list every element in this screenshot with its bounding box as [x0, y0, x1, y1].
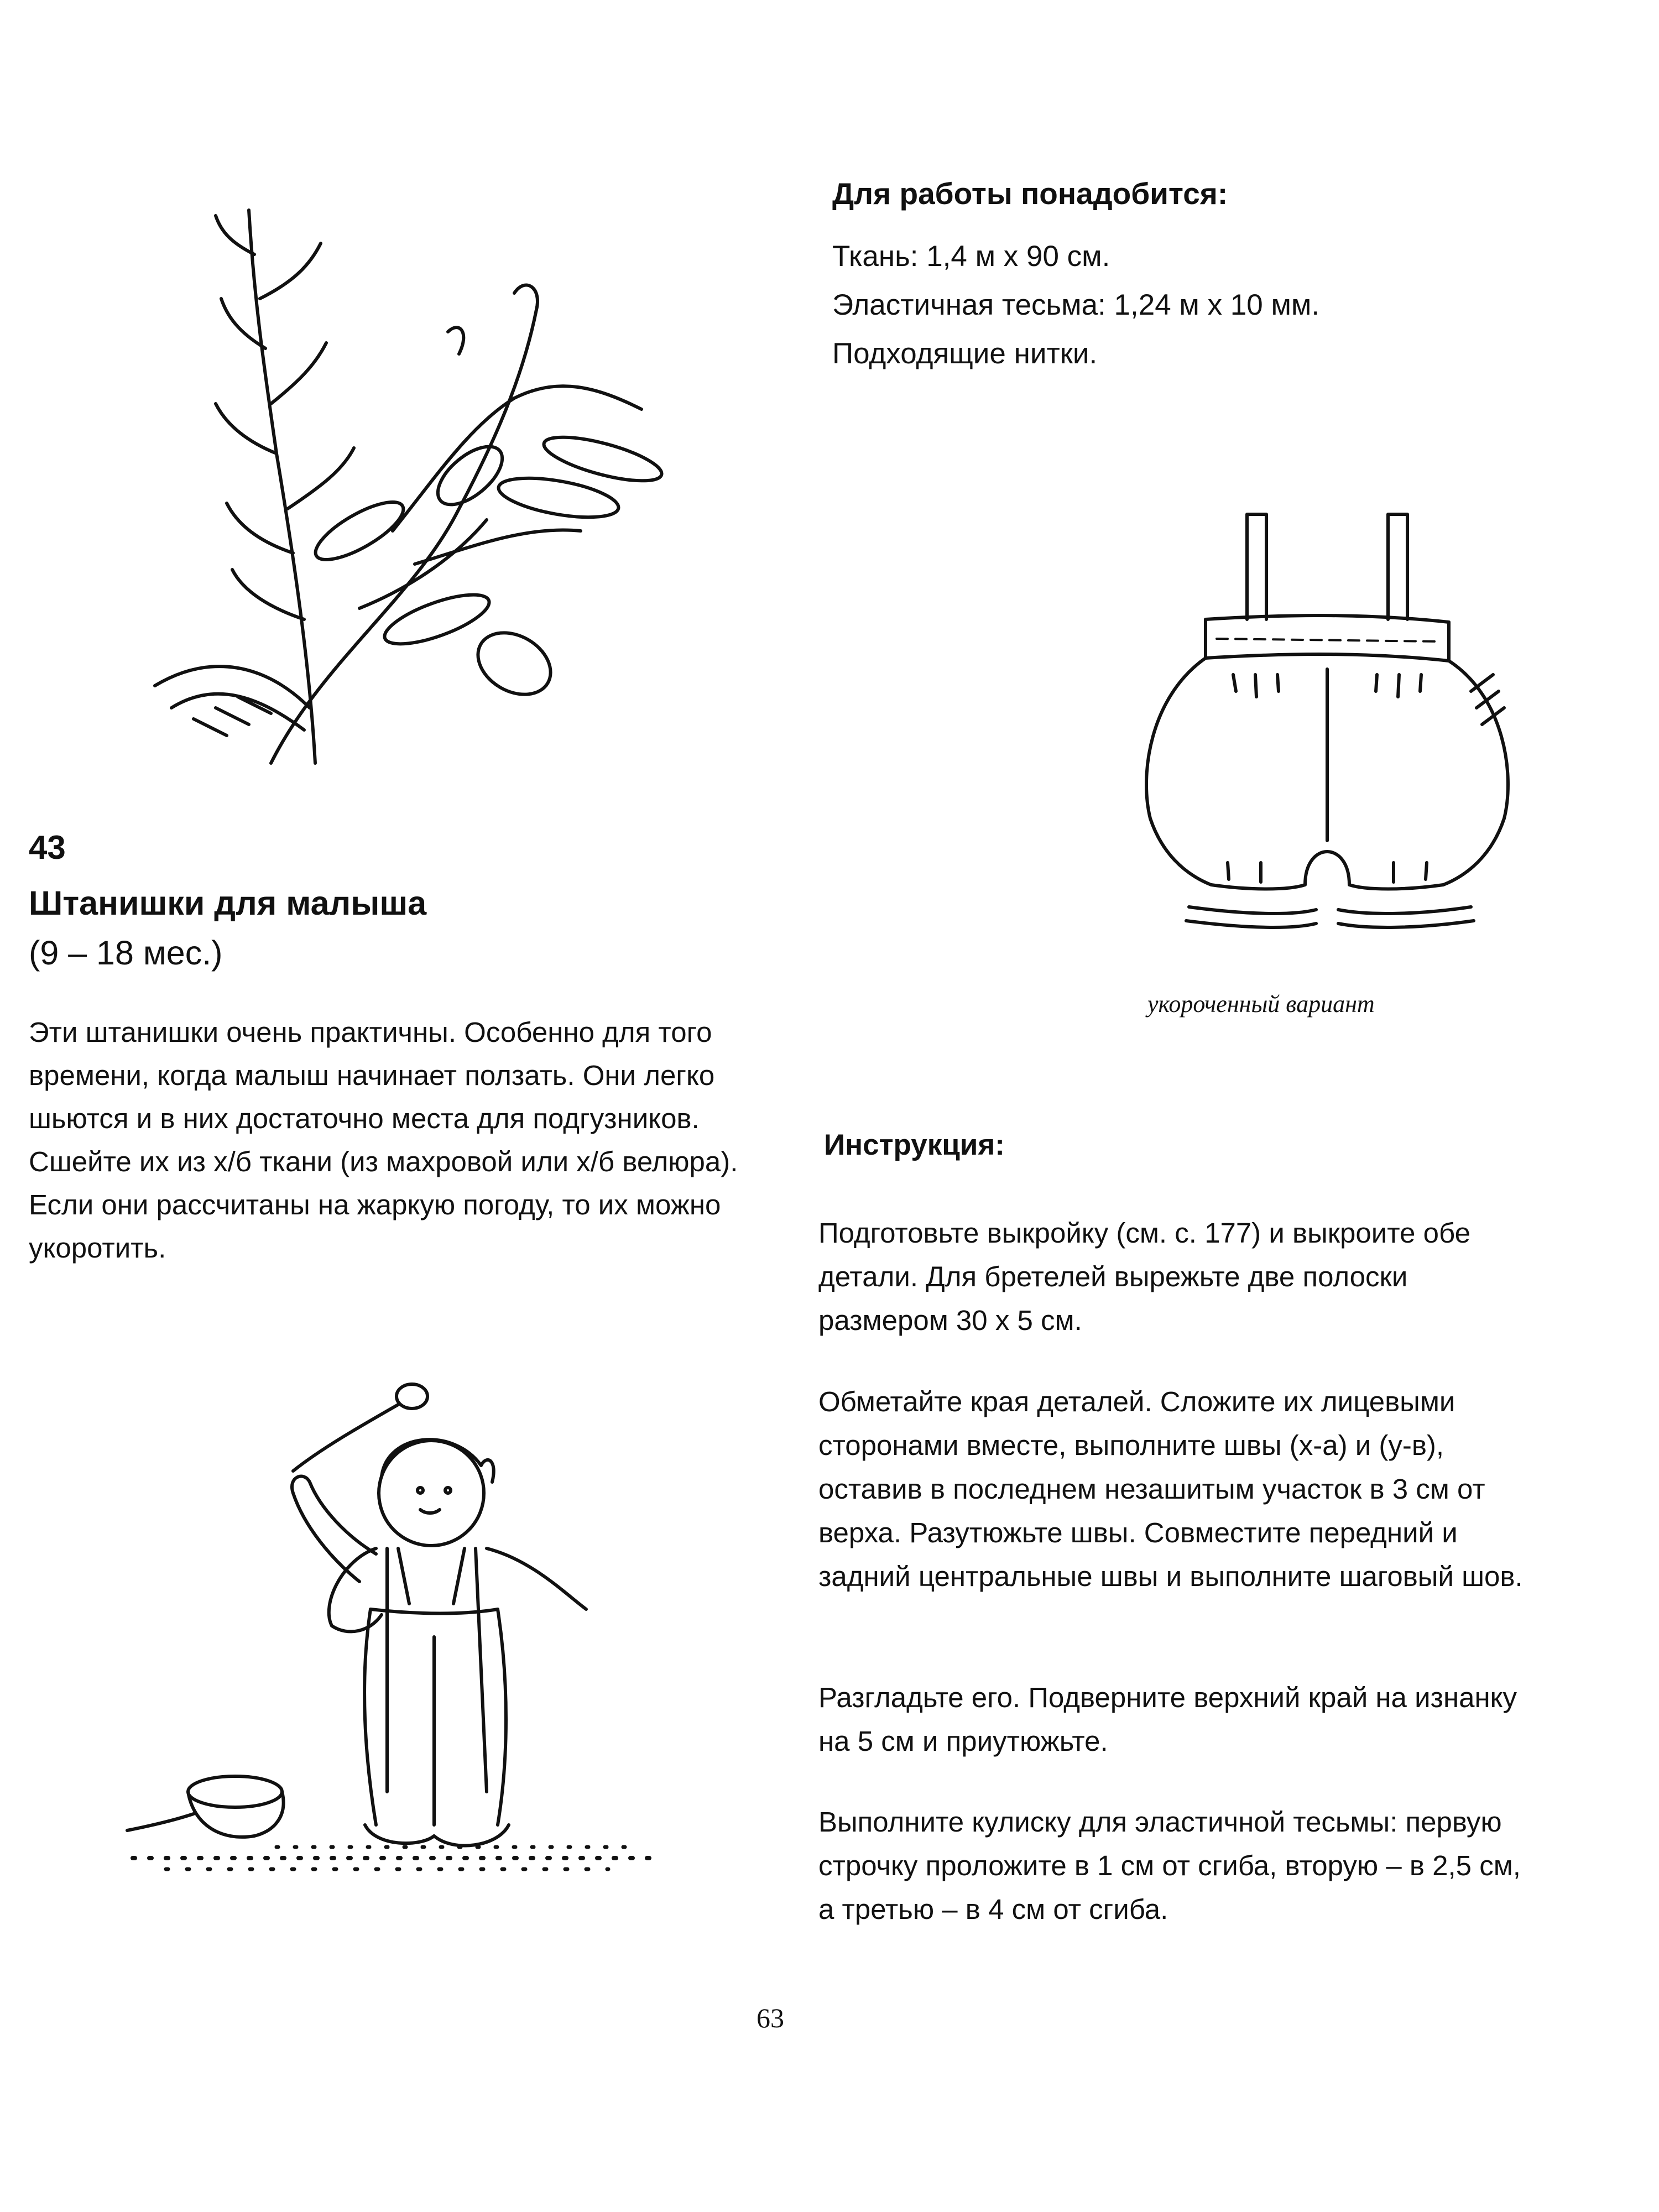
materials-item-elastic: Эластичная тесьма: 1,24 м х 10 мм. — [832, 289, 1320, 321]
instructions-paragraph-2: Обметайте края деталей. Сложите их лицевыми сторонами вместе, выполните швы (х-а) и (у-в), оставив в последнем незашитым участок в 3 см от верха. Разутюжьте швы. Совместите передний и задний центральные швы и выполните шаговый шов. — [818, 1386, 1523, 1592]
pattern-title: Штанишки для малыша — [29, 884, 427, 922]
child-illustration — [111, 1371, 691, 1897]
page-number: 63 — [757, 2002, 784, 2033]
shorts-illustration — [1128, 509, 1526, 962]
illustration-caption: укороченный вариант — [1147, 990, 1375, 1018]
materials-item-fabric: Ткань: 1,4 м х 90 см. — [832, 240, 1110, 273]
instructions-paragraph-3: Разгладьте его. Подверните верхний край на изнанку на 5 см и приутюжьте. — [818, 1682, 1517, 1757]
materials-item-threads: Подходящие нитки. — [832, 337, 1098, 370]
pattern-number: 43 — [29, 829, 66, 866]
instructions-paragraph-4: Выполните кулиску для эластичной тесьмы: первую строчку проложите в 1 см от сгиба, вторую – в 2,5 см, а третью – в 4 см от сгиба. — [818, 1806, 1521, 1925]
intro-paragraph: Эти штанишки очень практичны. Особенно для того времени, когда малыш начинает ползать. Они легко шьются и в них достаточно места для подгузников. Сшейте их из х/б ткани (из махровой или х/б велюра). Если они рассчитаны на жаркую погоду, то их можно укоротить. — [29, 1016, 738, 1264]
pattern-age: (9 – 18 мес.) — [29, 934, 223, 972]
materials-title: Для работы понадобится: — [832, 176, 1228, 211]
materials-list — [832, 232, 1319, 378]
instructions-title: Инструкция: — [824, 1129, 1005, 1161]
grass-illustration — [127, 166, 680, 774]
instructions-paragraph-1: Подготовьте выкройку (см. с. 177) и выкроите обе детали. Для бретелей вырежьте две полоски размером 30 х 5 см. — [818, 1217, 1470, 1336]
